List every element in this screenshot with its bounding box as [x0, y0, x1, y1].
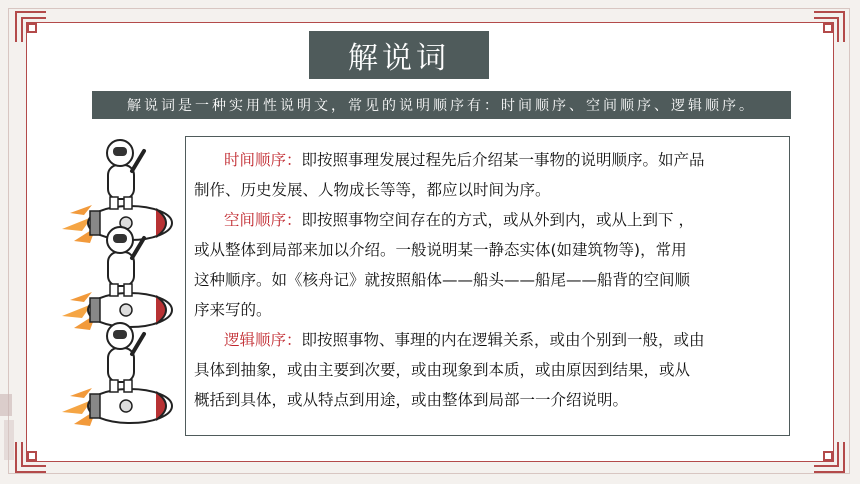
text-line	[224, 325, 705, 355]
ink-decoration-icon	[0, 384, 26, 474]
text-line: 具体到抽象，或由主要到次要，或由现象到本质，或由原因到结果，或从	[194, 361, 691, 379]
text-line: 概括到具体，或从特点到用途，或由整体到局部一一介绍说明。	[194, 391, 629, 409]
text-line	[224, 205, 694, 235]
page-title: 解说词	[309, 31, 489, 79]
text-line: 即按照事物空间存在的方式，或从外到内，或从上到下 ，	[301, 211, 694, 229]
corner-ornament-icon	[14, 10, 48, 44]
text-line: 制作、历史发展、人物成长等等，都应以时间为序。	[194, 181, 551, 199]
corner-ornament-icon	[812, 440, 846, 474]
text-line: 即按照事理发展过程先后介绍某一事物的说明顺序。如产品	[301, 151, 705, 169]
content-box	[185, 136, 790, 436]
corner-ornament-icon	[812, 10, 846, 44]
text-line: 序来写的。	[194, 301, 272, 319]
subtitle-banner: 解说词是一种实用性说明文，常见的说明顺序有：时间顺序、空间顺序、逻辑顺序。	[92, 91, 791, 119]
text-line: 这种顺序。如《核舟记》就按照船体——船头——船尾——船背的空间顺	[194, 271, 691, 289]
section-heading: 时间顺序：	[224, 151, 302, 169]
text-line	[224, 145, 705, 175]
rocket-astronaut-icon	[60, 318, 178, 430]
section-heading: 逻辑顺序：	[224, 331, 302, 349]
section-heading: 空间顺序：	[224, 211, 302, 229]
text-line: 或从整体到局部来加以介绍。一般说明某一静态实体(如建筑物等)，常用	[194, 241, 687, 259]
text-line: 即按照事物、事理的内在逻辑关系，或由个别到一般，或由	[301, 331, 705, 349]
